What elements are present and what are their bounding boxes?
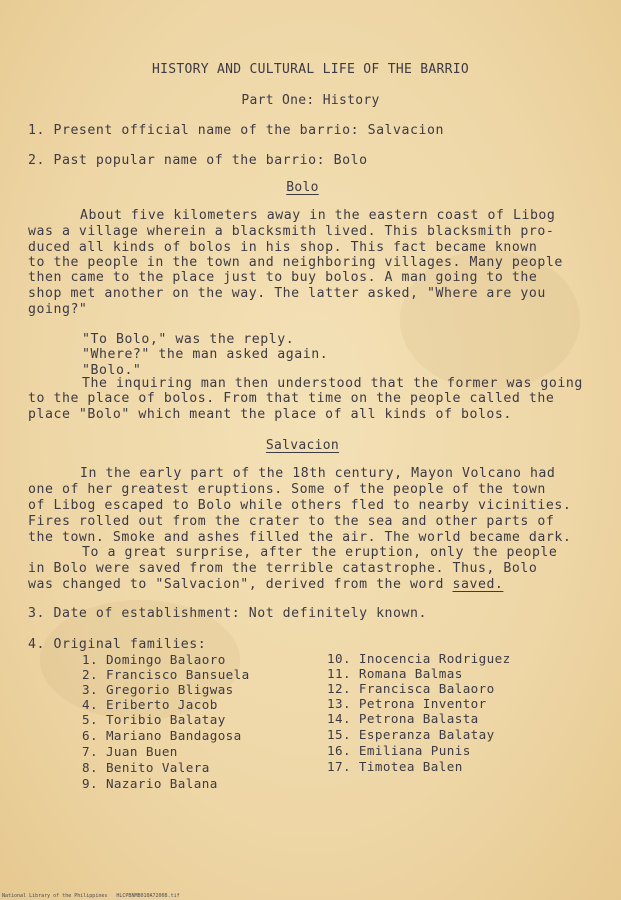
family-item: 14. Petrona Balasta — [327, 711, 479, 726]
bolo-para1-line: was a village wherein a blacksmith lived. This blacksmith pro- — [28, 224, 555, 239]
salvacion-para1-line: Fires rolled out from the crater to the sea and other parts of — [28, 514, 555, 529]
family-item: 1. Domingo Balaoro — [82, 652, 226, 667]
salvacion-para1-line: one of her greatest eruptions. Some of the people of the town — [28, 482, 546, 497]
bolo-para1-line: going?" — [28, 302, 88, 317]
bolo-para2-line: to the place of bolos. From that time on the people called the — [28, 391, 555, 406]
family-item: 4. Eriberto Jacob — [82, 697, 218, 712]
part-heading: Part One: History — [241, 93, 380, 108]
scan-footer: National Library of the Philippines HLCPBNMB010A72008.tif — [2, 893, 180, 899]
dialog-line: "To Bolo," was the reply. — [82, 332, 295, 347]
family-item: 8. Benito Valera — [82, 760, 210, 775]
bolo-para1-line: shop met another on the way. The latter asked, "Where are you — [28, 286, 546, 301]
salvacion-para2-line: To a great surprise, after the eruption, only the people — [82, 545, 558, 560]
family-item: 15. Esperanza Balatay — [327, 727, 495, 742]
bolo-para1-line: duced all kinds of bolos in his shop. This fact became known — [28, 240, 538, 255]
family-item: 13. Petrona Inventor — [327, 696, 487, 711]
dialog-line: "Bolo." — [82, 363, 142, 378]
bolo-heading: Bolo — [286, 180, 319, 195]
family-item: 16. Emiliana Punis — [327, 743, 471, 758]
salvacion-para2-text: was changed to "Salvacion", derived from the word — [28, 577, 453, 592]
family-item: 2. Francisco Bansuela — [82, 667, 250, 682]
bolo-para1-line: then came to the place just to buy bolos. A man going to the — [28, 270, 538, 285]
family-item: 11. Romana Balmas — [327, 666, 463, 681]
family-item: 6. Mariano Bandagosa — [82, 728, 242, 743]
bolo-para2-line: The inquiring man then understood that the former was going — [82, 376, 583, 391]
saved-word: saved. — [452, 577, 504, 592]
family-item: 9. Nazario Balana — [82, 776, 218, 791]
family-item: 17. Timotea Balen — [327, 759, 463, 774]
family-item: 5. Toribio Balatay — [82, 712, 226, 727]
document-title: HISTORY AND CULTURAL LIFE OF THE BARRIO — [152, 62, 469, 77]
bolo-para1-line: to the people in the town and neighboring villages. Many people — [28, 255, 563, 270]
past-name-line: 2. Past popular name of the barrio: Bolo — [28, 153, 368, 168]
family-item: 3. Gregorio Bligwas — [82, 682, 234, 697]
family-item: 10. Inocencia Rodriguez — [327, 651, 511, 666]
family-item: 12. Francisca Balaoro — [327, 681, 495, 696]
family-item: 7. Juan Buen — [82, 744, 178, 759]
families-heading: 4. Original families: — [28, 637, 207, 652]
salvacion-para1-line: of Libog escaped to Bolo while others fled to nearby vicinities. — [28, 498, 572, 513]
bolo-para2-line: place "Bolo" which meant the place of all kinds of bolos. — [28, 407, 512, 422]
bolo-para1-line: About five kilometers away in the eastern coast of Libog — [80, 208, 556, 223]
salvacion-heading: Salvacion — [265, 438, 340, 453]
present-name-line: 1. Present official name of the barrio: Salvacion — [28, 123, 444, 138]
salvacion-para1-line: In the early part of the 18th century, Mayon Volcano had — [80, 466, 556, 481]
salvacion-para1-line: the town. Smoke and ashes filled the air. The world became dark. — [28, 530, 572, 545]
dialog-line: "Where?" the man asked again. — [82, 347, 329, 362]
establishment-line: 3. Date of establishment: Not definitely known. — [28, 606, 428, 621]
salvacion-para2-line: in Bolo were saved from the terrible catastrophe. Thus, Bolo — [28, 561, 538, 576]
salvacion-para2-line — [28, 577, 503, 592]
